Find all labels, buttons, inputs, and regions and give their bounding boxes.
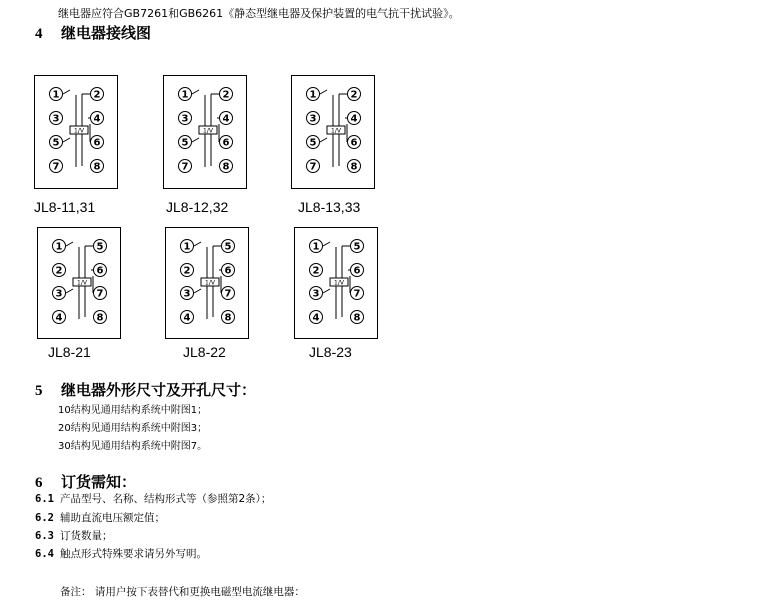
terminal-number: 1 <box>181 89 189 101</box>
wiring-diagram-5 <box>165 227 249 339</box>
terminal-number: 1 <box>309 89 317 101</box>
terminal-number: 6 <box>224 265 232 277</box>
terminal-number: 2 <box>183 265 191 277</box>
terminal-number: 2 <box>312 265 320 277</box>
coil-label: 1/V <box>334 279 344 287</box>
terminal-number: 5 <box>52 137 60 149</box>
wiring-diagram-4 <box>37 227 121 339</box>
terminal-number: 7 <box>224 288 232 300</box>
terminal-number: 7 <box>52 161 60 173</box>
item-text: 订货数量； <box>59 530 113 542</box>
terminal-number: 8 <box>96 312 104 324</box>
order-item <box>35 546 207 561</box>
item-text: 辅助直流电压额定值； <box>59 512 165 524</box>
intro-text: 继电器应符合GB7261和GB6261《静态型继电器及保护装置的电气抗干扰试验》。 <box>58 7 460 20</box>
terminal-number: 6 <box>96 265 104 277</box>
item-number: 6.3 <box>35 530 54 542</box>
terminal-number: 2 <box>55 265 63 277</box>
section-title: 订货需知： <box>61 473 137 491</box>
contact-line <box>323 242 330 246</box>
item-text: 触点形式特殊要求请另外写明。 <box>59 548 207 560</box>
section-4-heading <box>35 22 151 43</box>
diagram-label: JL8-13,33 <box>298 199 361 215</box>
section-number: 5 <box>35 383 43 399</box>
terminal-number: 1 <box>52 89 60 101</box>
item-number: 6.1 <box>35 493 54 505</box>
contact-line <box>323 289 330 293</box>
terminal-number: 4 <box>183 312 191 324</box>
terminal-number: 4 <box>93 113 101 125</box>
terminal-number: 6 <box>350 137 358 149</box>
terminal-number: 7 <box>353 288 361 300</box>
terminal-number: 5 <box>353 241 361 253</box>
terminal-number: 3 <box>181 113 189 125</box>
terminal-number: 4 <box>55 312 63 324</box>
diagram-label: JL8-11,31 <box>34 199 96 215</box>
terminal-number: 6 <box>222 137 230 149</box>
contact-line <box>194 289 201 293</box>
diagram-label: JL8-22 <box>183 344 226 360</box>
diagram-label: JL8-12,32 <box>166 199 229 215</box>
section-6-heading <box>35 471 136 492</box>
terminal-number: 6 <box>353 265 361 277</box>
order-item <box>35 528 112 543</box>
wiring-diagram-3 <box>291 75 375 189</box>
item-text: 产品型号、名称、结构形式等（参照第2条）； <box>59 493 272 505</box>
terminal-number: 3 <box>312 288 320 300</box>
terminal-number: 4 <box>350 113 358 125</box>
terminal-number: 6 <box>93 137 101 149</box>
contact-line <box>66 242 73 246</box>
terminal-number: 4 <box>222 113 230 125</box>
section-title: 继电器接线图 <box>61 24 152 42</box>
coil-label: 1/V <box>74 127 84 135</box>
terminal-number: 4 <box>312 312 320 324</box>
contact-line <box>63 138 70 142</box>
terminal-number: 2 <box>93 89 101 101</box>
contact-line <box>192 138 199 142</box>
contact-line <box>66 289 73 293</box>
terminal-number: 1 <box>55 241 63 253</box>
terminal-number: 3 <box>183 288 191 300</box>
terminal-number: 7 <box>96 288 104 300</box>
terminal-number: 8 <box>350 161 358 173</box>
wiring-diagram-1 <box>34 75 118 189</box>
structure-line: 30结构见通用结构系统中附图7。 <box>58 441 208 452</box>
remark-text: 备注： 请用户按下表替代和更换电磁型电流继电器： <box>60 586 305 598</box>
coil-label: 1/V <box>331 127 341 135</box>
terminal-number: 8 <box>224 312 232 324</box>
contact-line <box>192 90 199 94</box>
structure-line: 10结构见通用结构系统中附图1； <box>58 405 208 416</box>
coil-label: 1/V <box>205 279 215 287</box>
terminal-number: 1 <box>183 241 191 253</box>
terminal-number: 8 <box>222 161 230 173</box>
order-item <box>35 510 165 525</box>
terminal-number: 5 <box>96 241 104 253</box>
coil-label: 1/V <box>203 127 213 135</box>
terminal-number: 7 <box>181 161 189 173</box>
terminal-number: 3 <box>55 288 63 300</box>
coil-label: 1/V <box>77 279 87 287</box>
terminal-number: 8 <box>93 161 101 173</box>
terminal-number: 3 <box>52 113 60 125</box>
terminal-number: 3 <box>309 113 317 125</box>
diagram-label: JL8-21 <box>48 344 91 360</box>
terminal-number: 7 <box>309 161 317 173</box>
terminal-number: 1 <box>312 241 320 253</box>
section-number: 6 <box>35 475 43 491</box>
wiring-diagram-2 <box>163 75 247 189</box>
order-item <box>35 491 271 506</box>
contact-line <box>320 90 327 94</box>
contact-line <box>320 138 327 142</box>
structure-line: 20结构见通用结构系统中附图3； <box>58 423 208 434</box>
terminal-number: 5 <box>309 137 317 149</box>
terminal-number: 5 <box>224 241 232 253</box>
section-number: 4 <box>35 26 43 42</box>
item-number: 6.2 <box>35 512 54 524</box>
wiring-diagram-6 <box>294 227 378 339</box>
contact-line <box>194 242 201 246</box>
terminal-number: 2 <box>350 89 358 101</box>
item-number: 6.4 <box>35 548 54 560</box>
terminal-number: 2 <box>222 89 230 101</box>
contact-line <box>63 90 70 94</box>
section-5-heading <box>35 379 256 400</box>
terminal-number: 8 <box>353 312 361 324</box>
diagram-label: JL8-23 <box>309 344 352 360</box>
terminal-number: 5 <box>181 137 189 149</box>
section-title: 继电器外形尺寸及开孔尺寸： <box>61 381 257 399</box>
